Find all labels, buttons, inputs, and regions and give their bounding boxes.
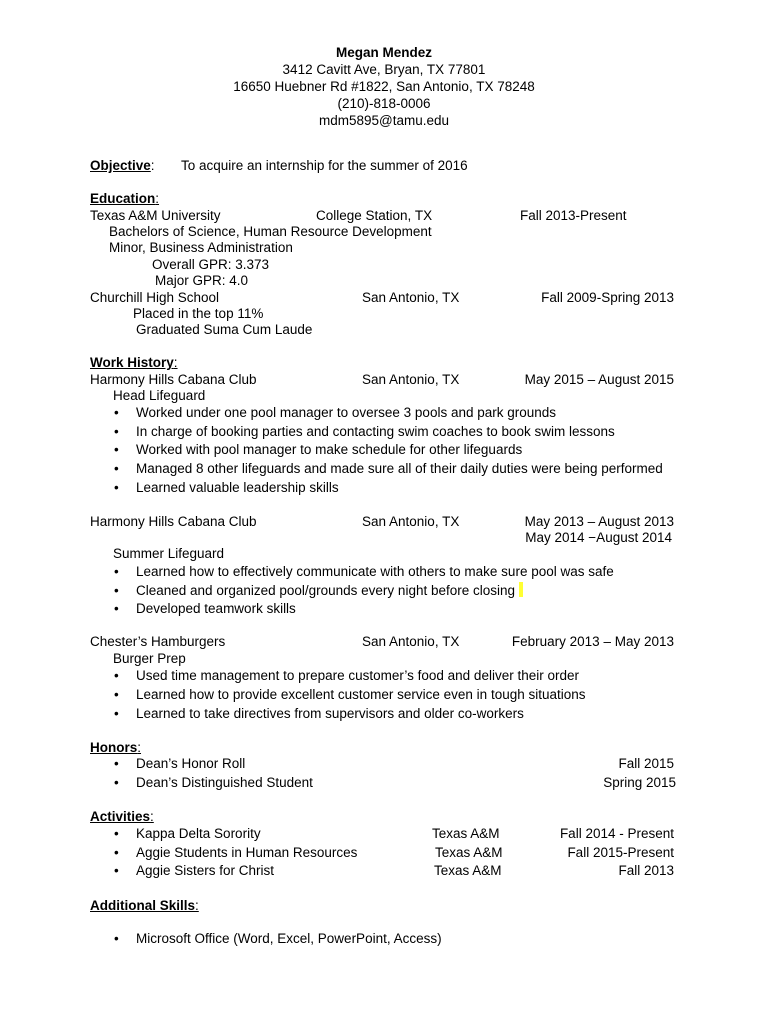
employer-name: Harmony Hills Cabana Club [90, 514, 257, 529]
honor-name: Dean’s Distinguished Student [136, 775, 313, 790]
employment-dates: February 2013 – May 2013 [511, 634, 674, 649]
bullet-icon: • [114, 845, 119, 860]
bullet-icon: • [114, 826, 119, 841]
highlight-mark [519, 582, 523, 597]
activity-date: Fall 2014 - Present [559, 826, 674, 841]
activity-name: Aggie Students in Human Resources [136, 845, 358, 860]
minor: Minor, Business Administration [109, 240, 293, 255]
resume-header [0, 44, 768, 129]
honor-date: Fall 2015 [618, 756, 674, 771]
honor-name: Dean’s Honor Roll [136, 756, 246, 771]
employer-location: San Antonio, TX [362, 634, 460, 649]
activity-org: Texas A&M [435, 845, 503, 860]
school-dates: Fall 2013-Present [520, 208, 627, 223]
employer-location: San Antonio, TX [362, 514, 460, 529]
school-detail: Placed in the top 11% [133, 306, 264, 321]
honors-heading: Honors: [90, 740, 142, 755]
overall-gpr: Overall GPR: 3.373 [152, 257, 270, 272]
school-name: Churchill High School [90, 290, 220, 305]
work-history-heading: Work History: [90, 355, 178, 370]
bullet-icon: • [114, 756, 119, 771]
skill-item: Microsoft Office (Word, Excel, PowerPoint, Access) [136, 931, 442, 946]
employment-dates-2: May 2014 −August 2014 [525, 530, 672, 545]
bullet-icon: • [114, 564, 119, 579]
degree: Bachelors of Science, Human Resource Development [109, 224, 432, 239]
bullet-icon: • [114, 931, 119, 946]
activities-heading: Activities: [90, 809, 154, 824]
phone-number: (210)-818-0006 [337, 96, 431, 111]
school-detail: Graduated Suma Cum Laude [136, 322, 313, 337]
bullet-icon: • [114, 863, 119, 878]
address-line-1: 3412 Cavitt Ave, Bryan, TX 77801 [282, 62, 486, 77]
resume-page: Megan Mendez 3412 Cavitt Ave, Bryan, TX 77801 16650 Huebner Rd #1822, San Antonio, TX 78248 (210)-818-0006 mdm5895@tamu.edu Objective: To acquire an internship for the summer of 2016 Education: Texas A&M University College Station, TX Fall 2013-Present Bachelors of Science, Human Resource Development Minor, Business Administration Overall GPR: 3.373 Major GPR: 4.0 Churchill High School San Antonio, TX Fall 2009-Spring 2013 Placed in the top 11% Graduated Suma Cum Laude Work History: Harmony Hills Cabana Club San Antonio, TX May 2015 – August 2015 Head Lifeguard • Worked under one pool manager to oversee 3 pools and park grounds • In charge of booking parties and contacting swim coaches to book swim lessons • Worked with pool manager to make schedule for other lifeguards • Managed 8 other lifeguards and made sure all of their daily duties were being performed • Learned valuable leadership skills Harmony Hills Cabana Club San Antonio, TX May 2013 – August 2013 May 2014 −August 2014 Summer Lifeguard • Learned how to effectively communicate with others to make sure pool was safe • Cleaned and organized pool/grounds every night before closing • Developed teamwork skills Chester’s Hamburgers San Antonio, TX February 2013 – May 2013 Burger Prep • Used time management to prepare customer’s food and deliver their order • Learned how to provide excellent customer service even in tough situations • Learned to take directives from supervisors and older co-workers Honors: • Dean’s Honor Roll Fall 2015 • Dean’s Distinguished Student Spring 2015 Activities: • Kappa Delta Sorority Texas A&M Fall 2014 - Present • Aggie Students in Human Resources Texas A&M Fall 2015-Present • Aggie Sisters for Christ Texas A&M Fall 2013 Additional Skills: • Microsoft Office (Word, Excel, PowerPoint, Access) [0, 0, 768, 1024]
address-line-2: 16650 Huebner Rd #1822, San Antonio, TX 78248 [233, 79, 535, 94]
activity-date: Fall 2015-Present [567, 845, 674, 860]
objective-heading: Objective: [90, 158, 155, 173]
employment-dates: May 2015 – August 2015 [524, 372, 674, 387]
email-address: mdm5895@tamu.edu [318, 113, 450, 128]
job-title: Head Lifeguard [113, 388, 206, 403]
school-name: Texas A&M University [90, 208, 221, 223]
school-location: San Antonio, TX [362, 290, 460, 305]
skills-heading: Additional Skills: [90, 898, 199, 913]
bullet-icon: • [114, 405, 119, 420]
employer-name: Harmony Hills Cabana Club [90, 372, 257, 387]
activity-name: Aggie Sisters for Christ [136, 863, 275, 878]
employer-name: Chester’s Hamburgers [90, 634, 226, 649]
bullet-icon: • [114, 461, 119, 476]
applicant-name: Megan Mendez [335, 45, 432, 60]
bullet-icon: • [114, 442, 119, 457]
activity-org: Texas A&M [432, 826, 500, 841]
bullet-icon: • [114, 424, 119, 439]
honor-date: Spring 2015 [603, 775, 676, 790]
school-location: College Station, TX [316, 208, 433, 223]
employer-location: San Antonio, TX [362, 372, 460, 387]
bullet-icon: • [114, 706, 119, 721]
objective-text: To acquire an internship for the summer of 2016 [181, 158, 468, 173]
job-title: Summer Lifeguard [113, 546, 225, 561]
activity-org: Texas A&M [434, 863, 502, 878]
bullet-icon: • [114, 583, 119, 598]
employment-dates: May 2013 – August 2013 [524, 514, 674, 529]
bullet-icon: • [114, 480, 119, 495]
bullet-icon: • [114, 668, 119, 683]
activity-date: Fall 2013 [618, 863, 674, 878]
school-dates: Fall 2009-Spring 2013 [541, 290, 674, 305]
bullet-icon: • [114, 601, 119, 616]
activity-name: Kappa Delta Sorority [136, 826, 261, 841]
education-heading: Education: [90, 191, 160, 206]
job-title: Burger Prep [113, 651, 186, 666]
bullet-icon: • [114, 775, 119, 790]
bullet-icon: • [114, 687, 119, 702]
major-gpr: Major GPR: 4.0 [155, 273, 249, 288]
